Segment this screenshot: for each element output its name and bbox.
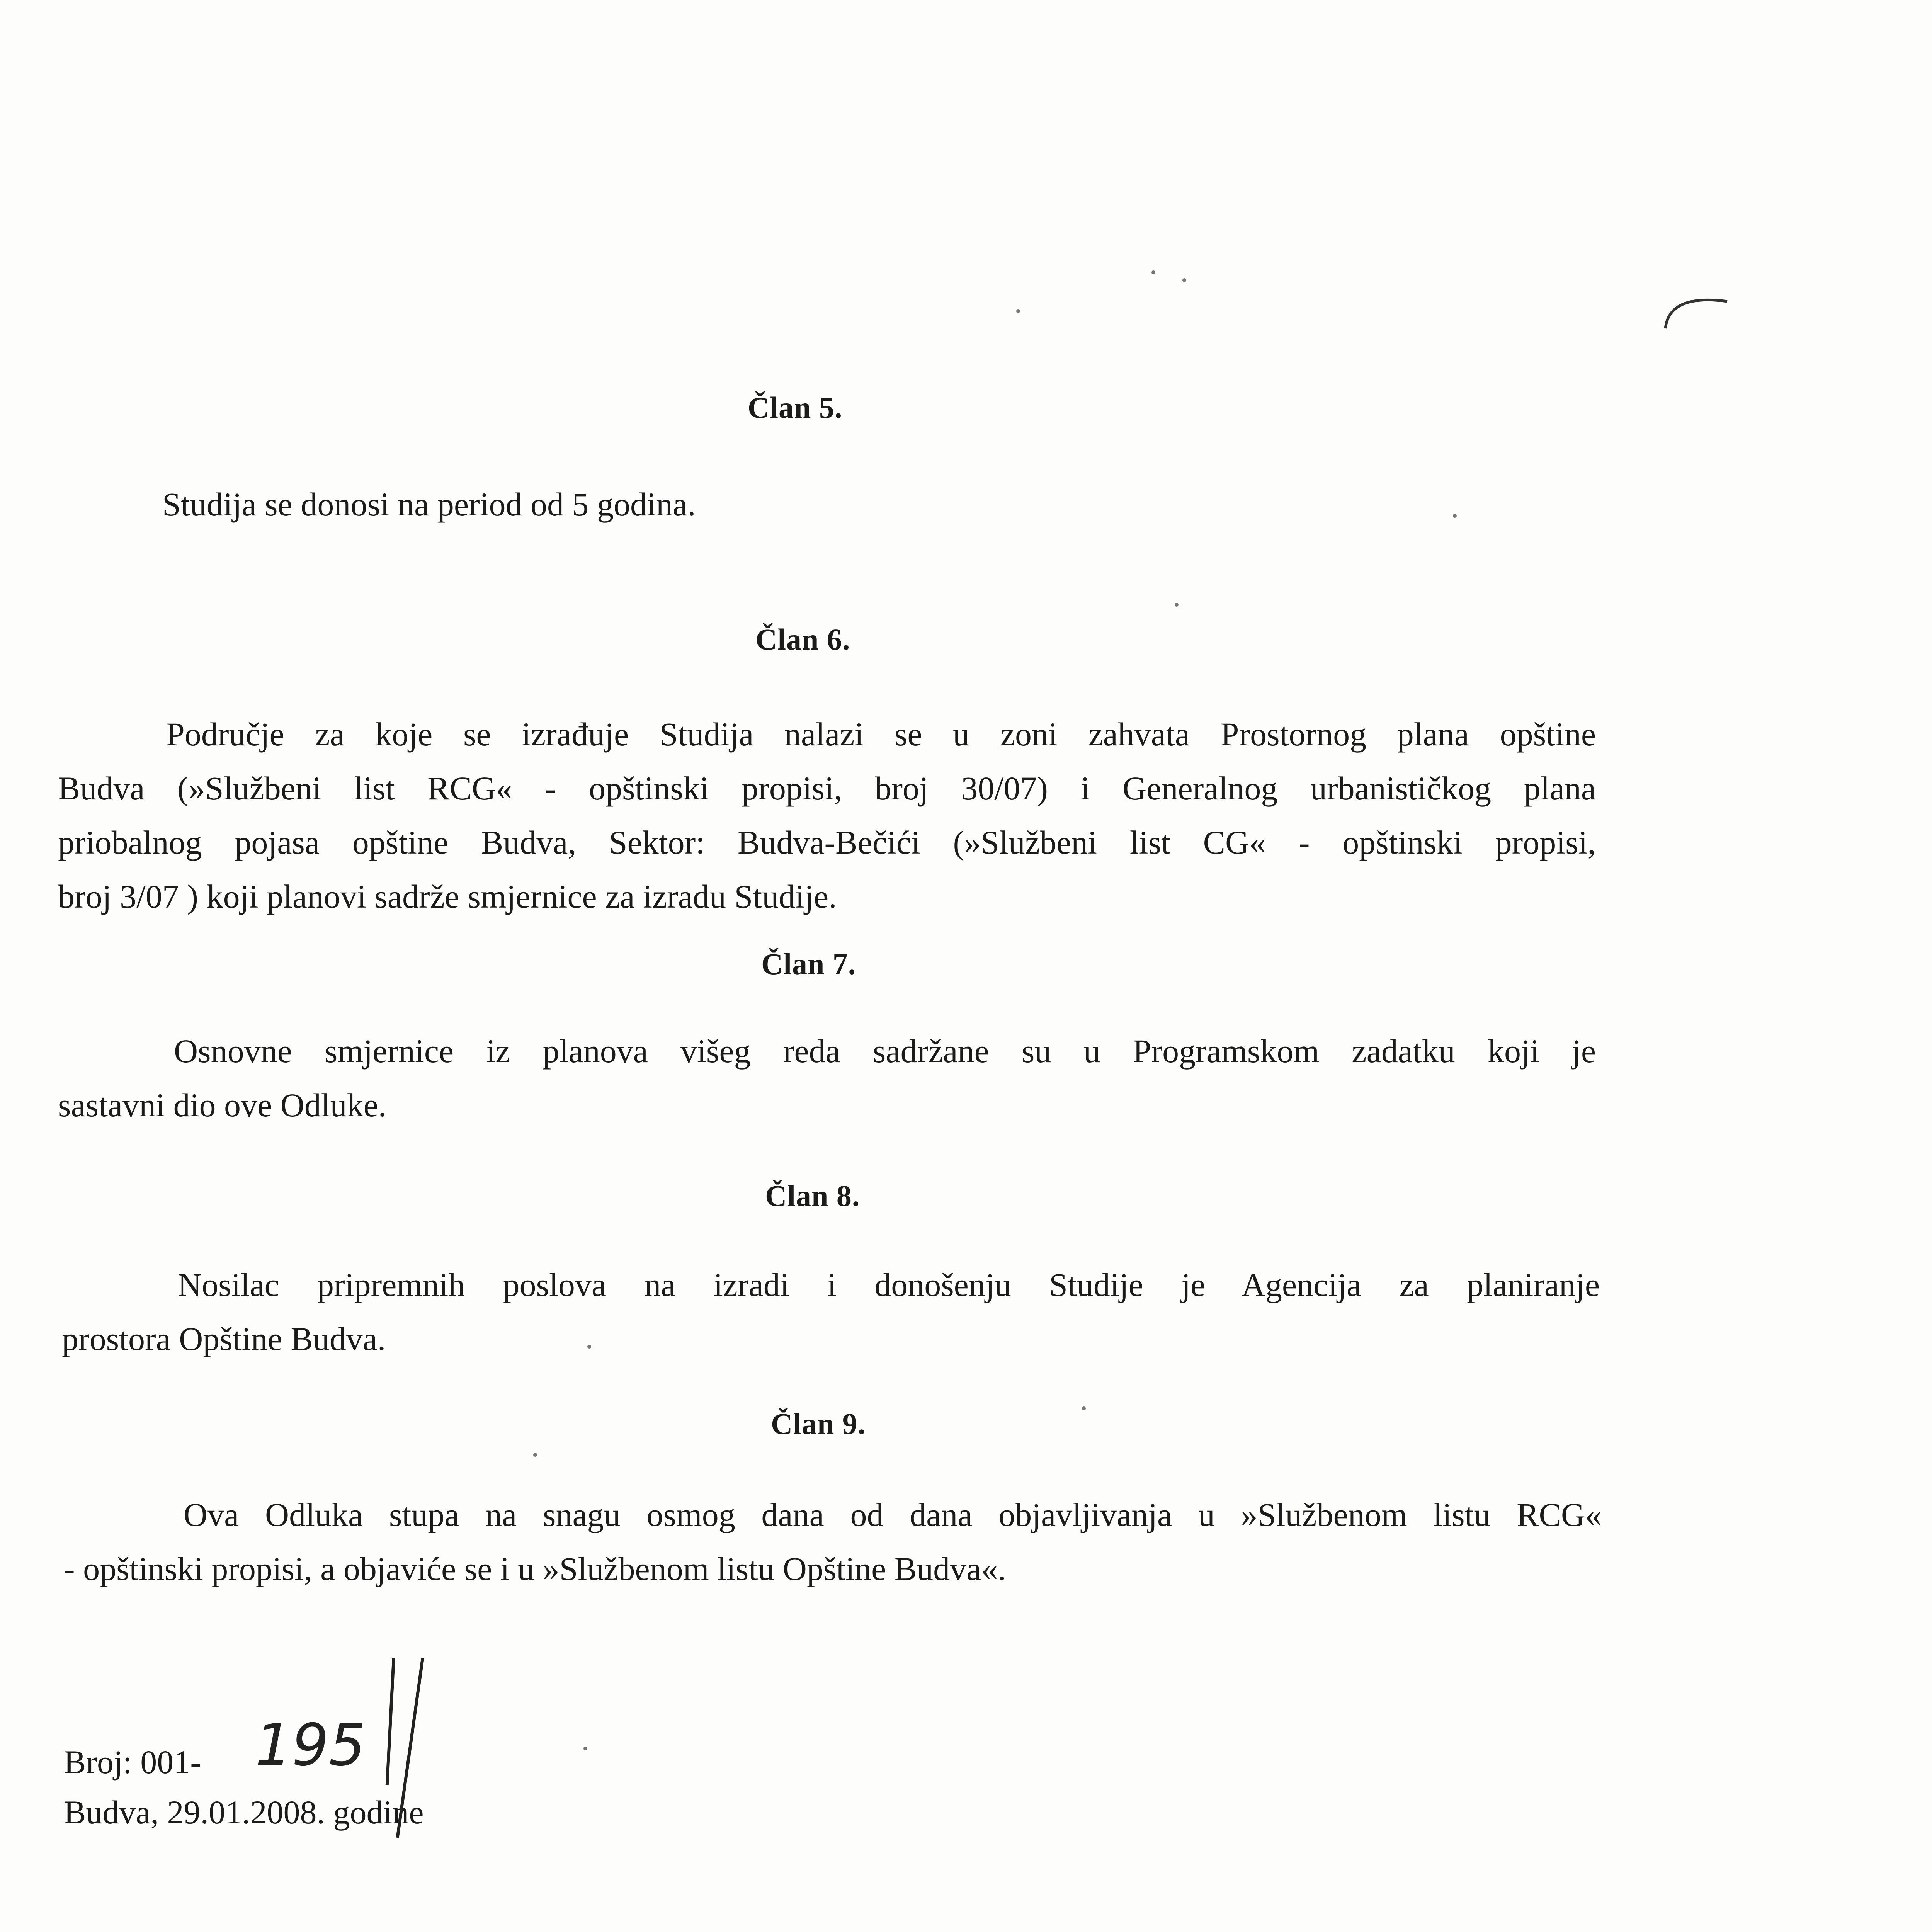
article-7-line-1: Osnovne smjernice iz planova višeg reda sadržane su u Programskom zadatku koji je (174, 1032, 1596, 1070)
article-5-line-1: Studija se donosi na period od 5 godina. (162, 486, 696, 523)
article-8-line-2: prostora Opštine Budva. (62, 1320, 386, 1357)
article-9-heading: Član 9. (771, 1407, 866, 1440)
handwritten-slash-1 (386, 1658, 395, 1785)
article-9-line-1: Ova Odluka stupa na snagu osmog dana od dana objavljivanja u »Službenom listu RCG« (184, 1496, 1602, 1533)
scan-speck (1151, 270, 1155, 274)
document-number-handwritten: 195 (255, 1712, 366, 1779)
article-7-line-2: sastavni dio ove Odluke. (58, 1087, 387, 1124)
place-and-date: Budva, 29.01.2008. godine (64, 1794, 424, 1831)
article-6-line-4: broj 3/07 ) koji planovi sadrže smjernice za izradu Studije. (58, 878, 837, 915)
article-6-line-2: Budva (»Službeni list RCG« - opštinski propisi, broj 30/07) i Generalnog urbanističkog plana (58, 770, 1596, 807)
article-8-heading: Član 8. (765, 1179, 860, 1213)
pen-mark-icon (1662, 286, 1731, 332)
scan-speck (1453, 514, 1457, 518)
article-6-paragraph (58, 707, 1596, 923)
article-7-heading: Član 7. (761, 947, 856, 981)
article-5-heading: Član 5. (748, 391, 843, 424)
document-number-label: Broj: 001- (64, 1743, 201, 1781)
scan-speck (1082, 1406, 1086, 1410)
article-6-line-3: priobalnog pojasa opštine Budva, Sektor: Budva-Bečići (»Službeni list CG« - opštinski propisi, (58, 824, 1596, 861)
scan-speck (587, 1345, 591, 1349)
article-6-line-1: Područje za koje se izrađuje Studija nalazi se u zoni zahvata Prostornog plana opštine (166, 716, 1596, 753)
article-8-line-1: Nosilac pripremnih poslova na izradi i donošenju Studije je Agencija za planiranje (178, 1266, 1600, 1303)
article-9-line-2: - opštinski propisi, a objaviće se i u »Službenom listu Opštine Budva«. (64, 1550, 1006, 1587)
article-6-heading: Član 6. (755, 622, 850, 656)
scan-speck (1182, 278, 1186, 282)
article-8-paragraph (62, 1258, 1600, 1366)
article-9-paragraph (64, 1488, 1602, 1596)
scan-speck (1175, 603, 1179, 607)
scan-speck (533, 1453, 537, 1457)
scan-speck (1016, 309, 1020, 313)
scan-speck (583, 1747, 587, 1750)
article-7-paragraph (58, 1024, 1596, 1132)
